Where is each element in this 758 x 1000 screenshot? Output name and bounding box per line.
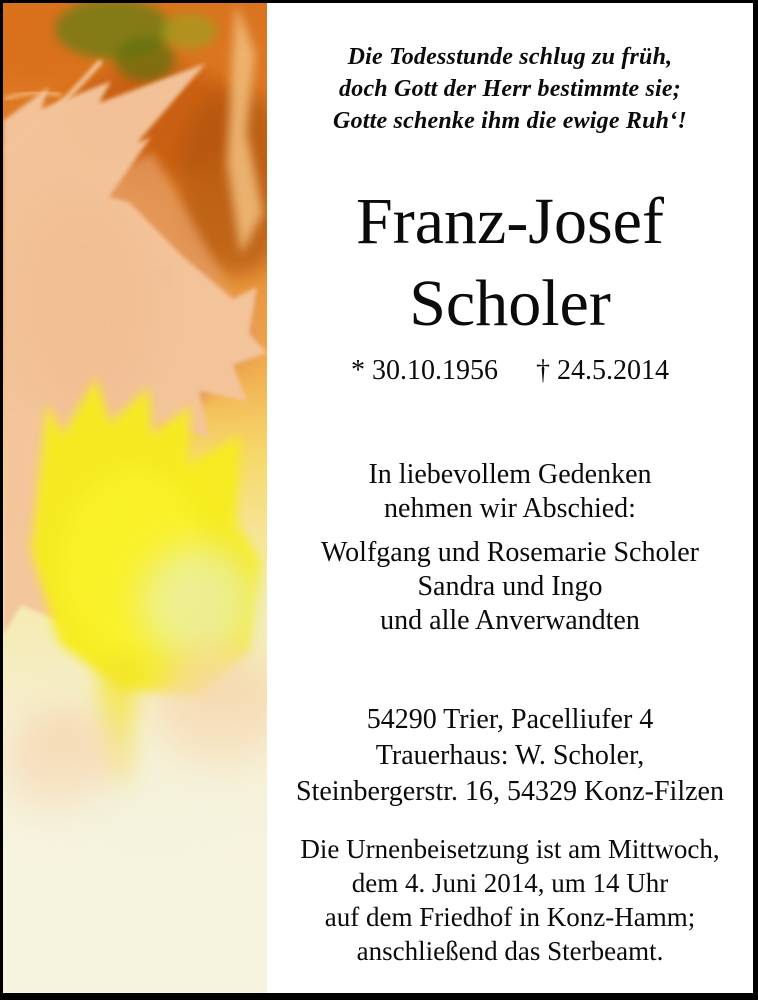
address-line: 54290 Trier, Pacelliufer 4 xyxy=(366,704,654,735)
verse-line: Gotte schenke ihm die ewige Ruh‘! xyxy=(333,108,687,134)
address-block xyxy=(267,702,753,810)
mourner-line: und alle Anverwandten xyxy=(380,605,640,636)
notice-text-column xyxy=(267,3,753,993)
ceremony-line: auf dem Friedhof in Konz-Hamm; xyxy=(324,902,696,932)
ceremony-line: Die Urnenbeisetzung ist am Mittwoch, xyxy=(300,834,720,864)
mourner-line: Sandra und Ingo xyxy=(417,571,603,602)
memorial-statement xyxy=(267,458,753,526)
opening-verse xyxy=(267,41,753,137)
memorial-line: In liebevollem Gedenken xyxy=(368,459,652,490)
memorial-line: nehmen wir Abschied: xyxy=(384,493,636,524)
ceremony-line: dem 4. Juni 2014, um 14 Uhr xyxy=(351,868,669,898)
mourners-list xyxy=(267,536,753,638)
address-line: Trauerhaus: W. Scholer, xyxy=(375,740,645,771)
deceased-name xyxy=(267,181,753,345)
birth-date: * 30.10.1956 xyxy=(351,355,498,386)
ceremony-line: anschließend das Sterbeamt. xyxy=(356,936,664,966)
death-date: † 24.5.2014 xyxy=(536,355,669,386)
deceased-name-line1: Franz-Josef xyxy=(356,185,664,258)
mourner-line: Wolfgang und Rosemarie Scholer xyxy=(321,537,699,568)
leaves-illustration xyxy=(3,3,267,993)
verse-line: Die Todesstunde schlug zu früh, xyxy=(347,44,673,70)
autumn-leaves-image xyxy=(3,3,267,993)
address-line: Steinbergerstr. 16, 54329 Konz-Filzen xyxy=(296,776,724,807)
life-dates xyxy=(267,354,753,388)
deceased-name-line2: Scholer xyxy=(409,267,611,340)
verse-line: doch Gott der Herr bestimmte sie; xyxy=(339,76,681,102)
ceremony-details xyxy=(267,832,753,968)
